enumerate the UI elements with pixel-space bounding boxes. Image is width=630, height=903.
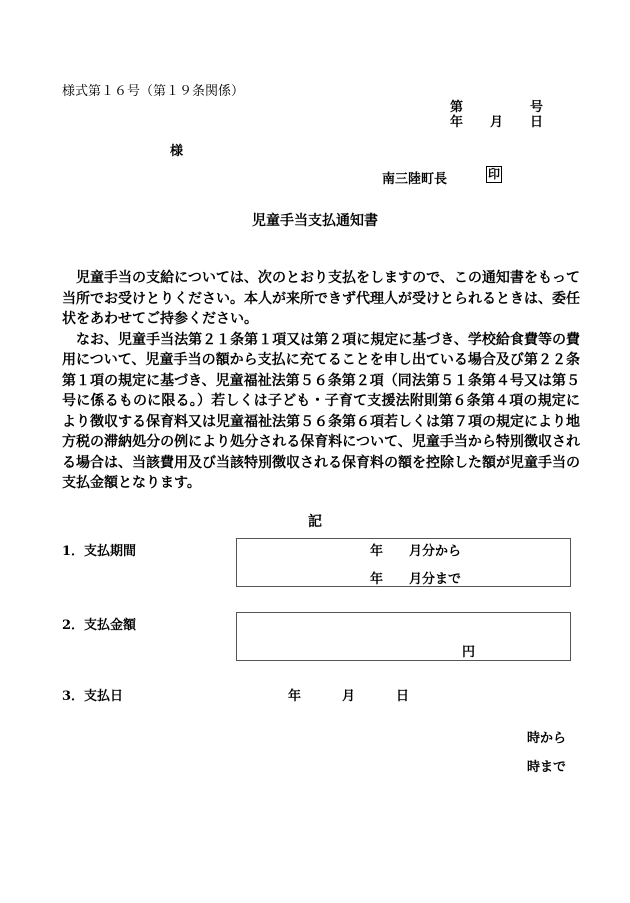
payment-period-label: 1．支払期間: [62, 544, 137, 559]
notice-body: [62, 268, 580, 494]
document-number-suffix: 号: [530, 100, 544, 115]
addressee-suffix: 様: [170, 144, 184, 159]
payment-date-label: 3．支払日: [62, 689, 124, 704]
issue-date-year: 年: [450, 115, 464, 130]
payment-amount-box: [236, 612, 571, 661]
period-from-month: 月分から: [409, 544, 462, 559]
payment-period-box: [236, 538, 571, 587]
payment-amount-label: 2．支払金額: [62, 618, 137, 633]
official-seal: 印: [488, 167, 501, 181]
issue-date-day: 日: [530, 115, 544, 130]
document-number-prefix: 第: [450, 100, 464, 115]
notice-paragraph-1: 児童手当の支給については、次のとおり支払をしますので、この通知書をもって当所でお受けとりください。本人が来所できず代理人が受けとられるときは、委任状をあわせてご持参ください。: [62, 270, 580, 327]
pay-time-to: 時まで: [527, 760, 567, 775]
period-to-year: 年: [370, 572, 384, 587]
pay-time-from: 時から: [527, 731, 567, 746]
notice-paragraph-2: なお、児童手当法第２１条第１項又は第２項に規定に基づき、学校給食費等の費用について、児童手当の額から支払に充てることを申し出ている場合及び第２２条第１項の規定に基づき、児童福祉法第５６条第２項（同法第５１条第４号又は第５号に係るものに限る。）若しくは子ども・子育て支援法附則第６条第４項の規定により徴収する保育料又は児童福祉法第５６条第６項若しくは第７項の規定により地方税の滞納処分の例により処分される保育料について、児童手当から特別徴収される場合は、当該費用及び当該特別徴収される保育料の額を控除した額が児童手当の支払金額となります。: [62, 331, 580, 491]
ki-heading: 記: [308, 514, 322, 530]
document-title: 児童手当支払通知書: [252, 213, 378, 229]
pay-date-year: 年: [288, 689, 302, 704]
form-number: 様式第１６号（第１９条関係）: [62, 84, 245, 99]
pay-date-month: 月: [342, 689, 356, 704]
period-from-year: 年: [370, 544, 384, 559]
amount-unit: 円: [462, 645, 476, 660]
period-to-month: 月分まで: [409, 572, 462, 587]
issuer-name: 南三陸町長: [382, 172, 448, 187]
pay-date-day: 日: [396, 689, 410, 704]
issue-date-month: 月: [490, 115, 504, 130]
